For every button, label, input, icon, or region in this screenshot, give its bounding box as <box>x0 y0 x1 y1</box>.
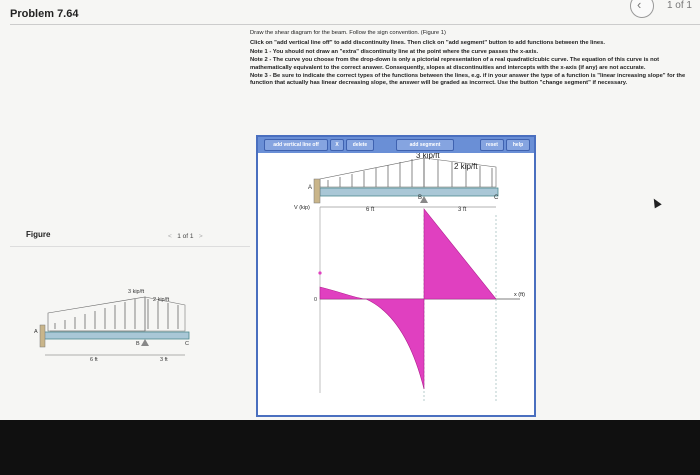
fig-point-b: B <box>136 341 140 347</box>
ws-dim-left: 6 ft <box>366 207 375 213</box>
prev-figure-button[interactable]: < <box>168 233 172 240</box>
x-axis-label: x (ft) <box>514 292 525 298</box>
mouse-cursor-icon <box>650 197 661 209</box>
pin-support-b <box>141 339 149 346</box>
shear-segment-3 <box>424 209 496 299</box>
help-button[interactable]: help <box>506 139 530 151</box>
shear-segment-1 <box>320 287 366 299</box>
instructions <box>250 30 698 89</box>
chevron-left-icon: ‹ <box>637 0 642 12</box>
figure-diagram <box>20 283 200 375</box>
reset-button[interactable]: reset <box>480 139 504 151</box>
shear-segment-2 <box>366 299 424 389</box>
ws-point-c: C <box>494 195 499 201</box>
ws-beam <box>320 188 498 196</box>
figure-pager-label: 1 of 1 <box>177 233 194 240</box>
ws-point-b: B <box>418 195 423 201</box>
delete-button[interactable]: delete <box>346 139 374 151</box>
add-segment-button[interactable]: add segment <box>396 139 454 151</box>
figure-divider <box>10 246 250 247</box>
next-figure-button[interactable]: > <box>198 233 203 240</box>
instructions-lead: Draw the shear diagram for the beam. Follow the sign convention. (Figure 1) <box>250 30 446 36</box>
instruction-line: Click on "add vertical line off" to add discontinuity lines. Then click on "add segment" button to add functions between the lines. <box>250 40 605 47</box>
shear-diagram-canvas[interactable] <box>258 153 534 415</box>
load-arrows <box>55 299 178 329</box>
fig-point-a: A <box>34 329 38 335</box>
v-axis-label: V (kip) <box>294 205 310 211</box>
ws-wall-support <box>314 179 320 203</box>
fig-dim-left: 6 ft <box>90 357 98 363</box>
fig-load-left-label: 3 kip/ft <box>128 289 145 295</box>
fig-load-right-label: 2 kip/ft <box>153 297 170 303</box>
wall-support <box>40 325 45 347</box>
instruction-line: Note 1 - You should not draw an "extra" discontinuity line at the point where the curve passes the x-axis. <box>250 48 539 55</box>
problem-title: Problem 7.64 <box>10 8 79 20</box>
ws-dim-right: 3 ft <box>458 207 467 213</box>
beam <box>44 332 189 339</box>
back-button[interactable] <box>630 0 654 18</box>
drawing-workspace[interactable] <box>256 135 536 417</box>
close-button[interactable]: X <box>330 139 344 151</box>
ws-point-a: A <box>308 185 313 191</box>
figure-pager <box>168 233 203 240</box>
bottom-bar <box>0 420 700 475</box>
fig-dim-right: 3 ft <box>160 357 168 363</box>
ws-load-left-label: 3 kip/ft <box>416 153 440 160</box>
figure-label: Figure <box>26 230 51 239</box>
toolbar <box>258 137 534 153</box>
instruction-line: Note 2 - The curve you choose from the drop-down is only a pictorial representation of a real quadratic/cubic curve. The equation of this curve is not mathematically equivalent to the correct answer. Consequently, slopes at discontinuities and intercepts with the x-axis (if any) are not accurate. <box>250 57 660 71</box>
add-vertical-line-button[interactable]: add vertical line off <box>264 139 328 151</box>
top-pager: 1 of 1 <box>666 0 692 11</box>
instruction-line: Note 3 - Be sure to indicate the correct types of the functions between the lines, e.g. if in your answer the type of a function is "linear increasing slope" for the function that actually has linear decreasing slope, the answer will be graded as incorrect. Use the button "change segment" if necessary. <box>250 73 686 87</box>
header-divider <box>10 24 700 25</box>
fig-point-c: C <box>185 341 189 347</box>
ws-load-right-label: 2 kip/ft <box>454 162 478 171</box>
origin-label: 0 <box>314 297 318 303</box>
v-axis-handle <box>318 271 321 274</box>
